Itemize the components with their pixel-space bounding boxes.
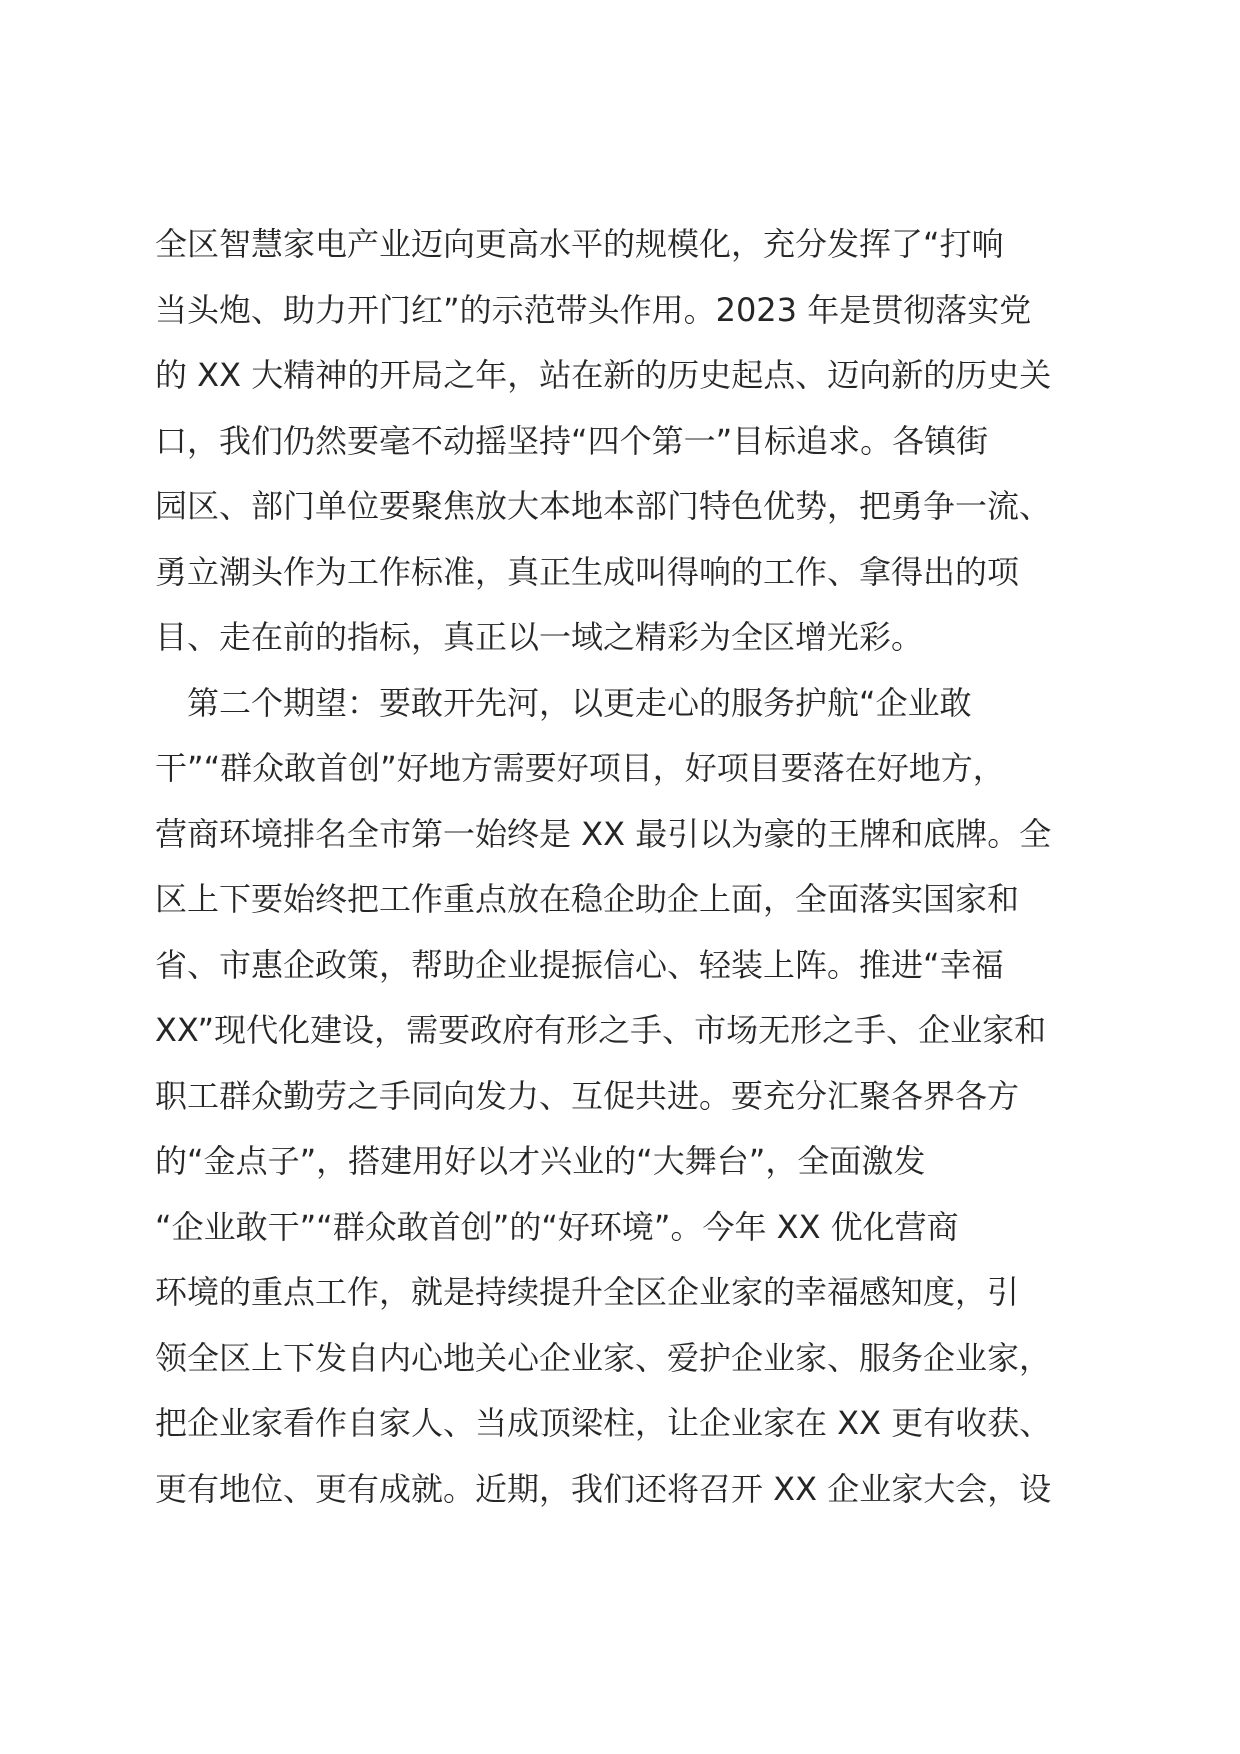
text-line: 第二个期望：要敢开先河，以更走心的服务护航“企业敢: [155, 683, 972, 722]
text-line: 环境的重点工作，就是持续提升全区企业家的幸福感知度，引: [155, 1273, 1020, 1311]
text-line: 的 XX 大精神的开局之年，站在新的历史起点、迈向新的历史关: [155, 356, 1052, 394]
text-line: 当头炮、助力开门红”的示范带头作用。2023 年是贯彻落实党: [155, 290, 1032, 329]
text-line: 区上下要始终把工作重点放在稳企助企上面，全面落实国家和: [155, 880, 1020, 918]
text-line: 更有地位、更有成就。近期，我们还将召开 XX 企业家大会，设: [155, 1469, 1052, 1508]
text-line: 营商环境排名全市第一始终是 XX 最引以为豪的王牌和底牌。全: [155, 814, 1052, 853]
text-line: 目、走在前的指标，真正以一域之精彩为全区增光彩。: [155, 618, 924, 656]
body-text: [155, 212, 1095, 1522]
text-line: 领全区上下发自内心地关心企业家、爱护企业家、服务企业家，: [155, 1338, 1052, 1377]
text-line: 的“金点子”，搭建用好以才兴业的“大舞台”，全面激发: [155, 1142, 926, 1180]
text-line: 省、市惠企政策，帮助企业提振信心、轻装上阵。推进“幸福: [155, 945, 1004, 984]
text-line: 把企业家看作自家人、当成顶梁柱，让企业家在 XX 更有收获、: [155, 1404, 1052, 1442]
text-line: 勇立潮头作为工作标准，真正生成叫得响的工作、拿得出的项: [155, 552, 1020, 591]
text-line: 园区、部门单位要聚焦放大本地本部门特色优势，把勇争一流、: [155, 487, 1052, 525]
text-line: 干”“群众敢首创”好地方需要好项目，好项目要落在好地方，: [155, 749, 1005, 787]
text-line: 职工群众勤劳之手同向发力、互促共进。要充分汇聚各界各方: [155, 1076, 1020, 1115]
text-line: 全区智慧家电产业迈向更高水平的规模化，充分发挥了“打响: [155, 225, 1004, 263]
text-line: 口，我们仍然要毫不动摇坚持“四个第一”目标追求。各镇街: [155, 421, 989, 460]
text-line: XX”现代化建设，需要政府有形之手、市场无形之手、企业家和: [155, 1011, 1047, 1049]
text-line: “企业敢干”“群众敢首创”的“好环境”。今年 XX 优化营商: [155, 1207, 959, 1246]
